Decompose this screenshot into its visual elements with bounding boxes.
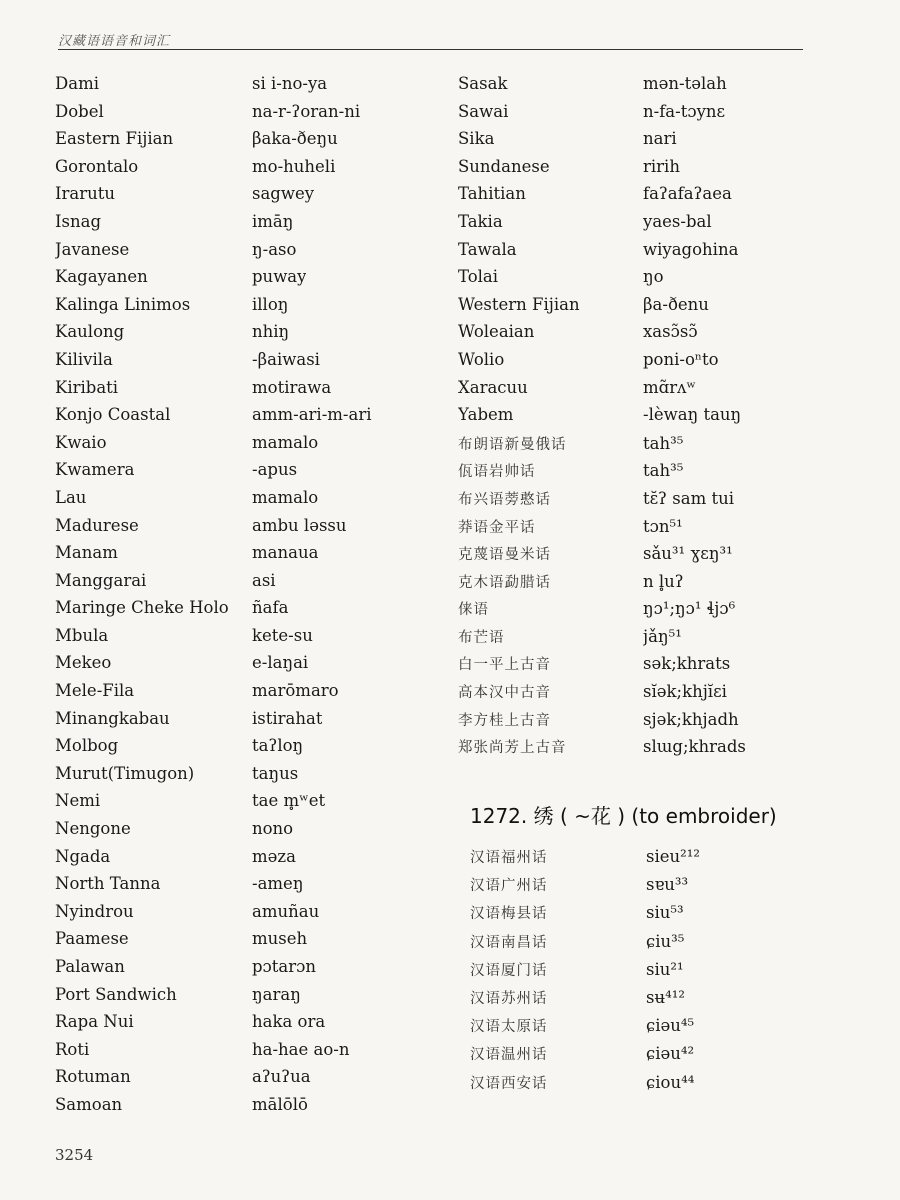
word-form: -apus (252, 460, 298, 480)
language-name: 汉语广州话 (470, 878, 548, 895)
language-name: Molbog (55, 736, 119, 756)
word-form: n-fa-tɔynɛ (643, 101, 726, 121)
list-item (470, 1043, 850, 1071)
word-form: nari (643, 129, 677, 149)
list-item (55, 405, 445, 433)
word-form: tae m̥ʷet (252, 791, 326, 811)
entry-heading: 1272. 绣 ( ~花 ) (to embroider) (470, 804, 777, 828)
header-rule (58, 49, 803, 50)
language-name: Kwaio (55, 432, 107, 452)
word-form: mālōlō (252, 1094, 308, 1114)
language-name: Madurese (55, 515, 139, 535)
word-form: ɕiou⁴⁴ (646, 1072, 695, 1092)
list-item (55, 129, 445, 157)
language-name: Manggarai (55, 570, 147, 590)
word-form: ɕiəu⁴⁵ (646, 1016, 695, 1036)
list-item (55, 929, 445, 957)
word-form: ŋɔ¹;ŋɔ¹ ɬjɔ⁶ (643, 599, 736, 619)
word-form: tah³⁵ (643, 433, 684, 453)
language-name: Mele-Fila (55, 681, 135, 701)
word-form: ha-hae ao-n (252, 1039, 350, 1059)
word-form: haka ora (252, 1012, 326, 1032)
word-form: nono (252, 819, 294, 839)
list-item (55, 322, 445, 350)
word-form: poni-oⁿto (643, 349, 719, 369)
word-form: amuñau (252, 901, 320, 921)
word-form: yaes-bal (643, 211, 712, 231)
language-name: Kagayanen (55, 267, 148, 287)
language-name: Sasak (458, 74, 508, 93)
word-form: -βaiwasi (252, 349, 320, 369)
list-item (55, 957, 445, 985)
list-item (55, 267, 445, 295)
language-name: Tahitian (458, 184, 526, 204)
list-item (55, 433, 445, 461)
language-name: Roti (55, 1039, 90, 1059)
word-form: sagwey (252, 184, 315, 204)
list-item (55, 736, 445, 764)
list-item (55, 791, 445, 819)
word-form: tɛ̆ʔ sam tui (643, 488, 734, 508)
language-name: Rapa Nui (55, 1012, 134, 1032)
language-name: Takia (458, 211, 503, 231)
word-form: sǎu³¹ ɣɛŋ³¹ (643, 544, 733, 564)
word-form: pɔtarɔn (252, 957, 317, 976)
list-item (458, 543, 858, 571)
word-form: tah³⁵ (643, 461, 684, 481)
word-form: istirahat (252, 708, 323, 728)
list-item (55, 1012, 445, 1040)
list-item (458, 598, 858, 626)
list-item (470, 1015, 850, 1043)
list-item (55, 212, 445, 240)
list-item (55, 985, 445, 1013)
list-item (458, 626, 858, 654)
word-form: sək;khrats (643, 654, 731, 674)
language-name: Sundanese (458, 156, 550, 176)
language-name: 汉语梅县话 (470, 906, 548, 923)
language-name: Sika (458, 129, 495, 149)
language-name: 克木语勐腊话 (458, 574, 551, 591)
list-item (55, 571, 445, 599)
list-item (458, 736, 858, 764)
word-form: illoŋ (252, 294, 289, 314)
language-name: Sawai (458, 101, 509, 121)
language-name: Kaulong (55, 322, 125, 342)
language-name: Wolio (458, 349, 505, 369)
word-form: nhiŋ (252, 322, 290, 342)
language-name: Nemi (55, 791, 101, 811)
language-name: Nengone (55, 819, 131, 839)
list-item (458, 240, 858, 268)
language-name: Mbula (55, 625, 109, 645)
list-item (458, 571, 858, 599)
word-form: -lèwaŋ tauŋ (643, 405, 742, 425)
word-form: wiyagohina (643, 239, 739, 259)
list-item (458, 129, 858, 157)
right-column (458, 74, 858, 764)
page-number: 3254 (55, 1146, 94, 1164)
language-name: 俫语 (458, 602, 489, 619)
word-form: ŋo (643, 267, 664, 287)
list-item (55, 516, 445, 544)
language-name: Kalinga Linimos (55, 294, 191, 314)
language-name: Minangkabau (55, 708, 170, 728)
word-form: sjək;khjadh (643, 709, 739, 729)
list-item (55, 1095, 445, 1123)
language-name: North Tanna (55, 874, 161, 894)
word-form: sɐu³³ (646, 875, 689, 895)
list-item (470, 874, 850, 902)
word-form: ambu ləssu (252, 515, 347, 535)
list-item (458, 350, 858, 378)
list-item (55, 240, 445, 268)
list-item (458, 405, 858, 433)
word-form: mo-huheli (252, 156, 336, 176)
language-name: 高本汉中古音 (458, 685, 551, 702)
list-item (55, 157, 445, 185)
list-item (458, 433, 858, 461)
list-item (55, 350, 445, 378)
word-form: βa-ðenu (643, 294, 709, 314)
language-name: Isnag (55, 211, 102, 231)
list-item (470, 846, 850, 874)
language-name: Nyindrou (55, 901, 134, 921)
language-name: Maringe Cheke Holo (55, 598, 229, 618)
word-form: mən-təlah (643, 74, 727, 93)
language-name: Dobel (55, 101, 104, 121)
list-item (55, 653, 445, 681)
word-form: asi (252, 570, 276, 590)
list-item (458, 488, 858, 516)
entry-list (470, 846, 850, 1100)
word-form: museh (252, 929, 308, 949)
language-name: Irarutu (55, 184, 116, 204)
language-name: Ngada (55, 846, 111, 866)
list-item (55, 102, 445, 130)
language-name: 白一平上古音 (458, 657, 551, 674)
word-form: mɑ̃rʌʷ (643, 377, 697, 397)
language-name: Konjo Coastal (55, 405, 171, 425)
list-item (55, 598, 445, 626)
list-item (55, 74, 445, 102)
word-form: faʔafaʔaea (643, 184, 732, 204)
word-form: sĭək;khjĭɛi (643, 682, 727, 702)
language-name: Samoan (55, 1094, 123, 1114)
language-name: Rotuman (55, 1067, 131, 1087)
language-name: 布芒语 (458, 629, 505, 646)
word-form: puway (252, 267, 307, 287)
language-name: 汉语太原话 (470, 1019, 548, 1036)
word-form: siu⁵³ (646, 903, 684, 923)
list-item (55, 819, 445, 847)
language-name: 汉语南昌话 (470, 934, 548, 951)
list-item (55, 378, 445, 406)
word-form: taʔloŋ (252, 736, 304, 756)
list-item (458, 157, 858, 185)
language-name: Mekeo (55, 653, 112, 673)
list-item (458, 295, 858, 323)
language-name: Palawan (55, 957, 125, 976)
word-form: slɯg;khrads (643, 737, 746, 757)
word-form: ririh (643, 156, 680, 176)
list-item (470, 931, 850, 959)
language-name: Western Fijian (458, 294, 580, 314)
word-form: tɔn⁵¹ (643, 516, 683, 536)
language-name: Javanese (55, 239, 130, 259)
list-item (55, 874, 445, 902)
language-name: Kwamera (55, 460, 135, 480)
list-item (458, 184, 858, 212)
language-name: 布朗语新曼俄话 (458, 436, 567, 453)
list-item (458, 516, 858, 544)
word-form: məza (252, 846, 296, 866)
list-item (458, 212, 858, 240)
left-column (55, 74, 445, 1123)
list-item (458, 102, 858, 130)
list-item (55, 488, 445, 516)
word-form: βaka-ðeŋu (252, 129, 338, 149)
word-form: imāŋ (252, 211, 294, 231)
list-item (470, 987, 850, 1015)
list-item (458, 322, 858, 350)
word-form: e-laŋai (252, 653, 309, 673)
list-item (55, 295, 445, 323)
language-name: Eastern Fijian (55, 129, 174, 149)
language-name: 佤语岩帅话 (458, 464, 536, 481)
running-head: 汉藏语语音和词汇 (58, 34, 171, 49)
language-name: Woleaian (458, 322, 535, 342)
word-form: na-r-ʔoran-ni (252, 101, 361, 121)
list-item (458, 460, 858, 488)
list-item (458, 267, 858, 295)
list-item (55, 847, 445, 875)
list-item (458, 681, 858, 709)
word-form: manaua (252, 543, 319, 563)
word-form: taŋus (252, 763, 299, 783)
word-form: mamalo (252, 432, 319, 452)
word-form: mamalo (252, 487, 319, 507)
language-name: 汉语苏州话 (470, 990, 548, 1007)
word-form: sieu²¹² (646, 847, 700, 866)
list-item (55, 1040, 445, 1068)
list-item (55, 460, 445, 488)
language-name: Tawala (458, 239, 517, 259)
word-form: amm-ari-m-ari (252, 405, 372, 425)
list-item (55, 764, 445, 792)
list-item (55, 902, 445, 930)
word-form: -ameŋ (252, 874, 304, 894)
list-item (470, 1072, 850, 1100)
word-form: aʔuʔua (252, 1067, 311, 1087)
language-name: 汉语西安话 (470, 1075, 548, 1092)
word-form: ɕiu³⁵ (646, 931, 685, 951)
language-name: Xaracuu (458, 377, 528, 397)
language-name: Kilivila (55, 349, 113, 369)
word-form: ɕiəu⁴² (646, 1044, 695, 1064)
word-form: xasɔ̃sɔ̃ (643, 322, 698, 342)
list-item (55, 1067, 445, 1095)
list-item (458, 653, 858, 681)
list-item (55, 184, 445, 212)
word-form: kete-su (252, 625, 313, 645)
word-form: marōmaro (252, 681, 339, 701)
list-item (55, 543, 445, 571)
language-name: Tolai (458, 267, 499, 287)
word-form: motirawa (252, 377, 332, 397)
language-name: Yabem (458, 405, 514, 425)
language-name: 李方桂上古音 (458, 712, 551, 729)
language-name: Port Sandwich (55, 984, 177, 1004)
list-item (55, 681, 445, 709)
list-item (55, 709, 445, 737)
list-item (458, 74, 858, 102)
word-form: siu²¹ (646, 959, 684, 979)
word-form: n l̥uʔ (643, 571, 684, 591)
language-name: Kiribati (55, 377, 119, 397)
word-form: ŋaraŋ (252, 984, 301, 1004)
word-form: ñafa (252, 598, 289, 618)
word-form: si i-no-ya (252, 74, 328, 93)
list-item (55, 626, 445, 654)
list-item (458, 709, 858, 737)
language-name: 汉语福州话 (470, 850, 548, 866)
word-form: ŋ-aso (252, 239, 297, 259)
language-name: 克蔑语曼米话 (458, 547, 551, 564)
language-name: 莽语金平话 (458, 519, 536, 536)
language-name: Lau (55, 487, 87, 507)
list-item (470, 959, 850, 987)
language-name: 汉语厦门话 (470, 962, 548, 979)
word-form: sʉ⁴¹² (646, 987, 685, 1007)
language-name: Murut(Timugon) (55, 763, 195, 783)
language-name: Manam (55, 543, 118, 563)
word-form: jǎŋ⁵¹ (643, 626, 682, 646)
list-item (470, 902, 850, 930)
language-name: 郑张尚芳上古音 (458, 740, 567, 757)
language-name: 布兴语蒡憨话 (458, 491, 551, 508)
language-name: Dami (55, 74, 99, 93)
language-name: Paamese (55, 929, 129, 949)
list-item (458, 378, 858, 406)
language-name: 汉语温州话 (470, 1047, 548, 1064)
language-name: Gorontalo (55, 156, 139, 176)
